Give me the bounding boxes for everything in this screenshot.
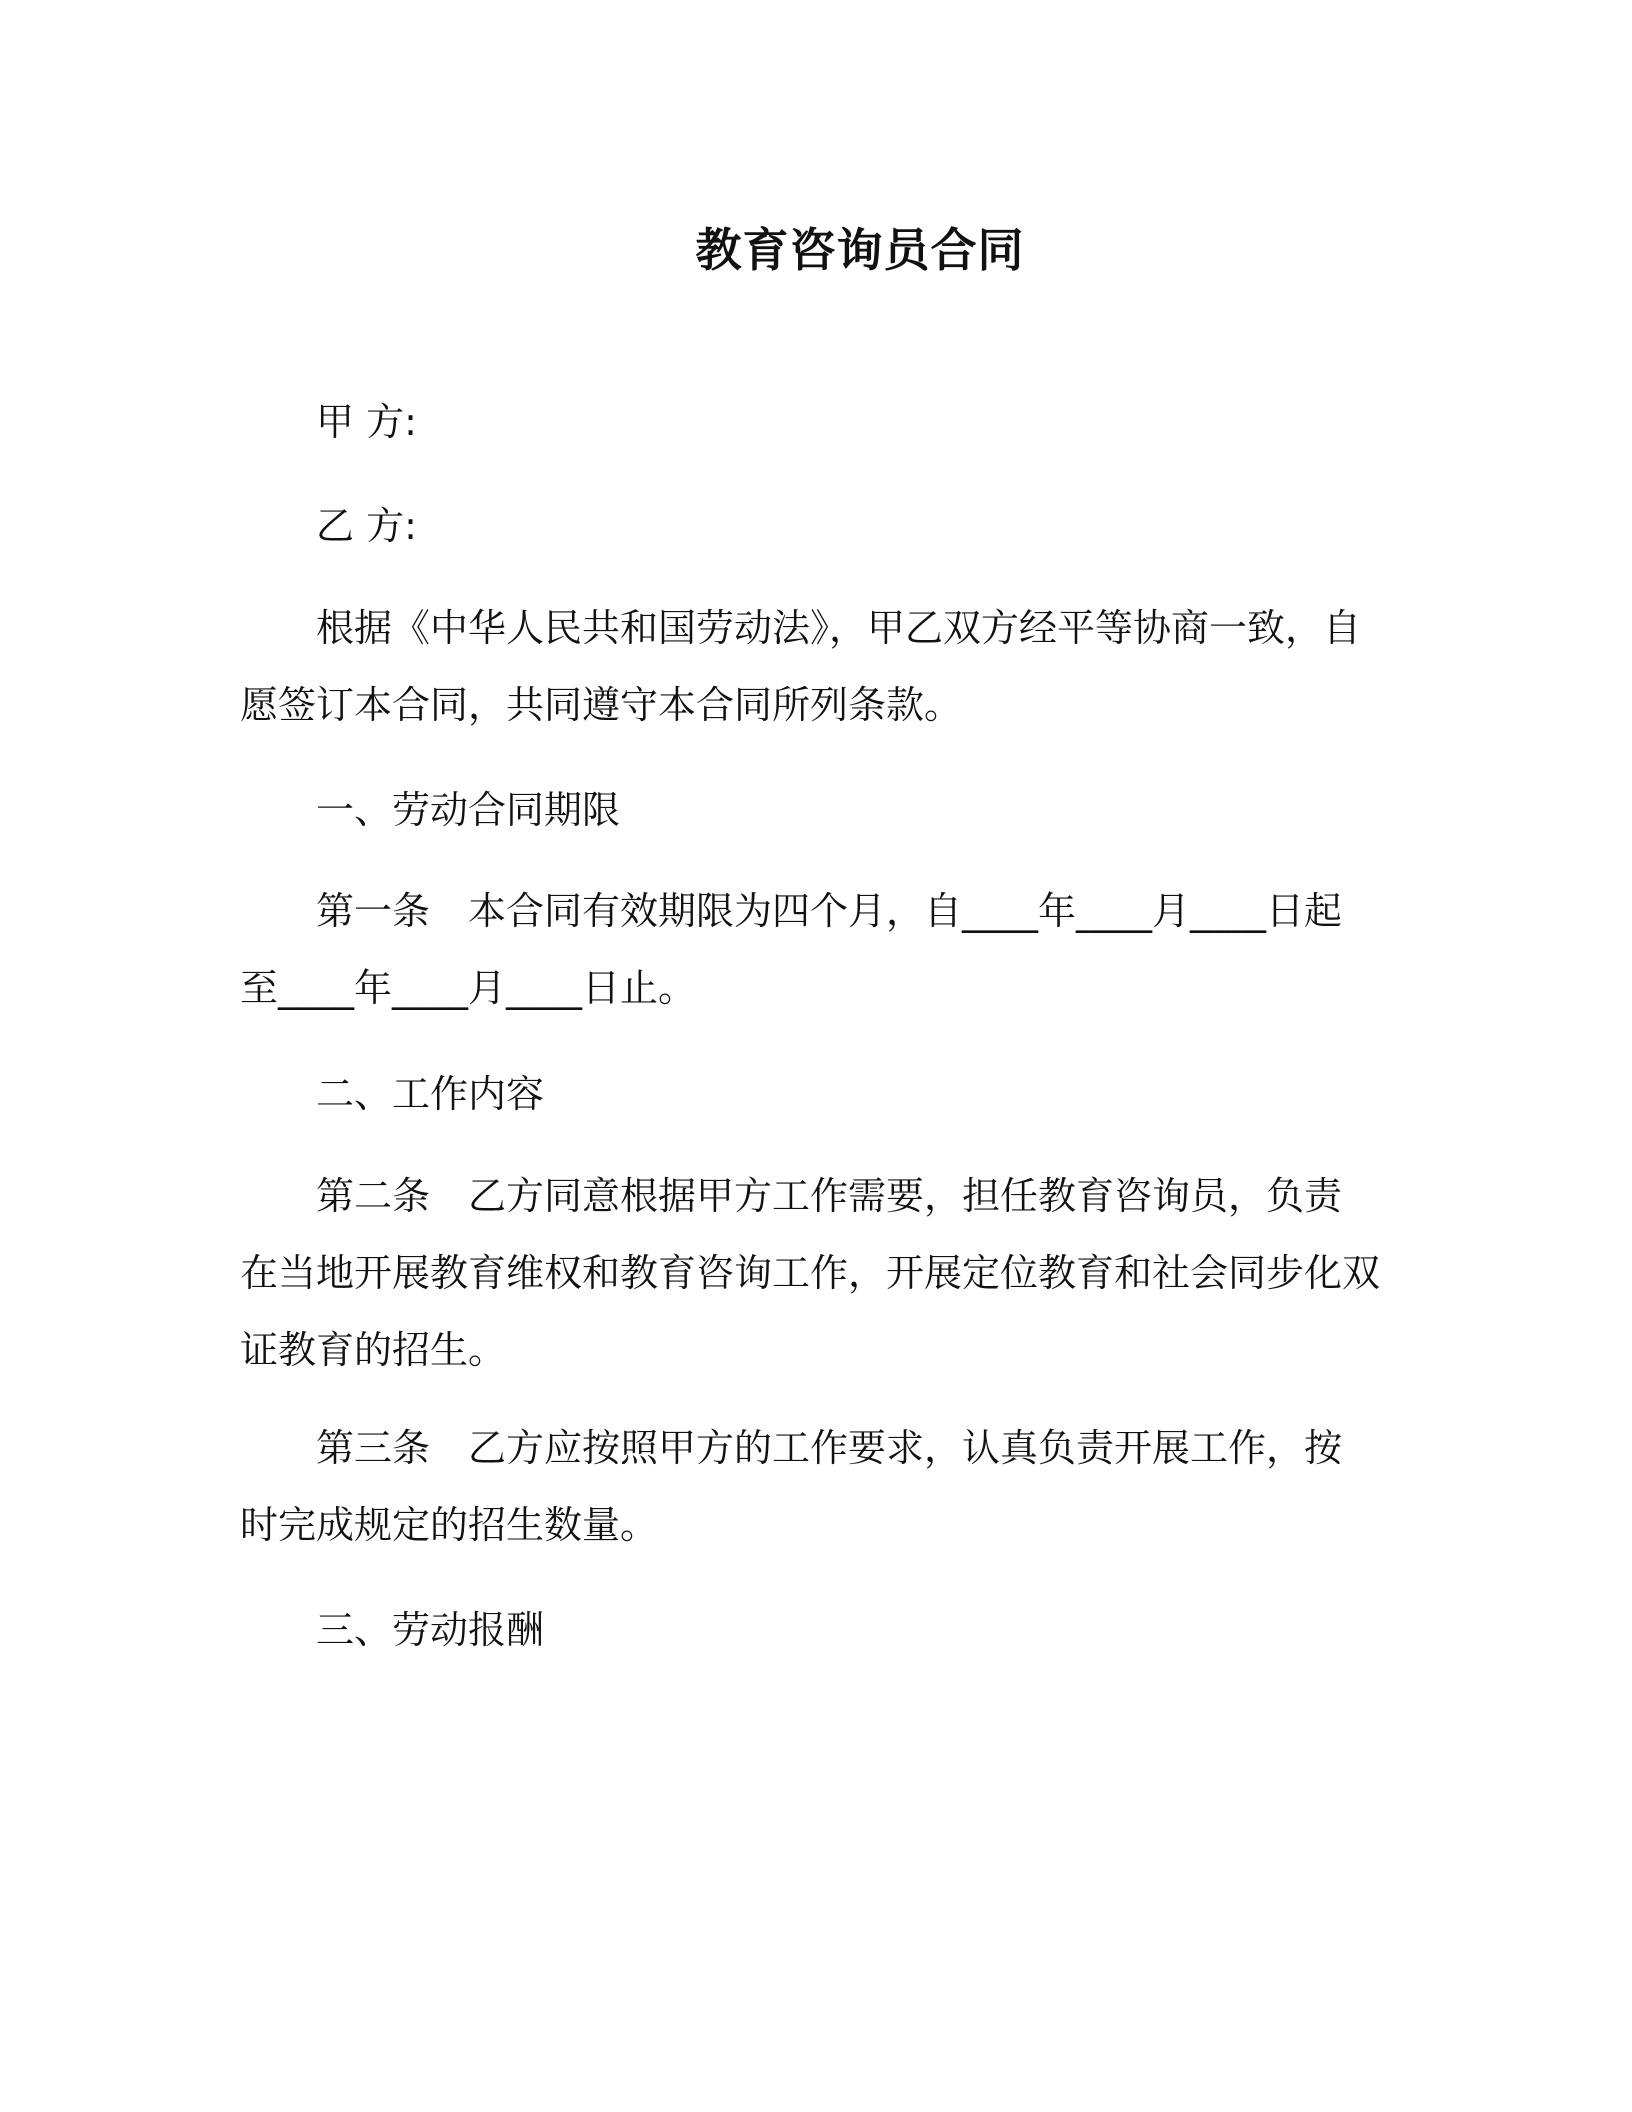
- clause-1-text: 本合同有效期限为四个月，自____年____月____日起至____年____月____日止。: [240, 889, 1343, 1010]
- preamble-paragraph: 根据《中华人民共和国劳动法》，甲乙双方经平等协商一致，自愿签订本合同，共同遵守本合同所列条款。: [240, 606, 1362, 727]
- clause-3-text: 乙方应按照甲方的工作要求，认真负责开展工作，按时完成规定的招生数量。: [240, 1426, 1343, 1547]
- clause-2: [240, 1158, 1380, 1389]
- section-heading-pay: 三、劳动报酬: [316, 1608, 545, 1652]
- clause-3-label: 第三条: [316, 1426, 431, 1470]
- party-a-line: 甲 方:: [316, 400, 417, 444]
- clause-1: [240, 873, 1380, 1027]
- clause-1-label: 第一条: [316, 889, 431, 933]
- clause-2-label: 第二条: [316, 1174, 431, 1218]
- document-title: 教育咨询员合同: [695, 223, 1025, 277]
- clause-3: [240, 1410, 1380, 1564]
- clause-2-text: 乙方同意根据甲方工作需要，担任教育咨询员，负责在当地开展教育维权和教育咨询工作，开展定位教育和社会同步化双证教育的招生。: [240, 1174, 1381, 1372]
- section-heading-term: 一、劳动合同期限: [316, 788, 621, 832]
- party-b-line: 乙 方:: [316, 504, 417, 548]
- section-heading-work: 二、工作内容: [316, 1072, 545, 1116]
